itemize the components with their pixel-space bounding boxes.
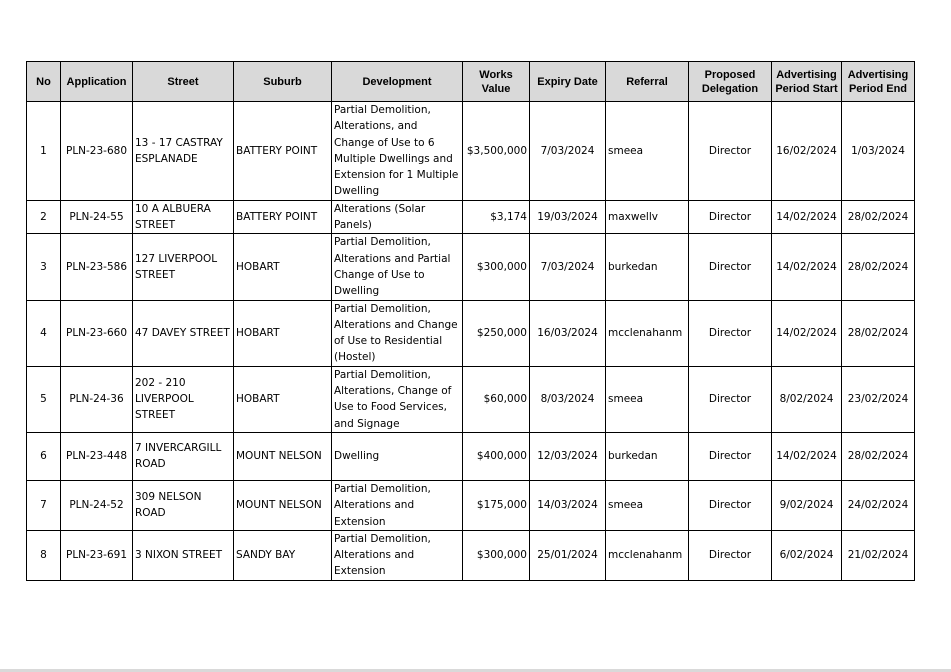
- cell-advertising-start: 6/02/2024: [772, 530, 842, 580]
- cell-delegation: Director: [689, 300, 772, 366]
- table-header: [27, 62, 915, 102]
- cell-works-value: $400,000: [463, 432, 530, 480]
- cell-no: 7: [27, 480, 61, 530]
- cell-development: Partial Demolition, Alterations and Change of Use to Residential (Hostel): [332, 300, 463, 366]
- table-row: [27, 102, 915, 201]
- cell-advertising-end: 28/02/2024: [842, 200, 915, 234]
- cell-expiry-date: 7/03/2024: [530, 234, 606, 300]
- cell-suburb: BATTERY POINT: [234, 102, 332, 201]
- cell-delegation: Director: [689, 480, 772, 530]
- cell-referral: burkedan: [606, 234, 689, 300]
- cell-development: Dwelling: [332, 432, 463, 480]
- header-application: Application: [61, 62, 133, 102]
- table-row: [27, 234, 915, 300]
- cell-works-value: $300,000: [463, 530, 530, 580]
- cell-advertising-start: 14/02/2024: [772, 200, 842, 234]
- cell-no: 4: [27, 300, 61, 366]
- cell-delegation: Director: [689, 200, 772, 234]
- header-proposed-delegation-line1: Proposed: [704, 68, 756, 81]
- cell-works-value: $250,000: [463, 300, 530, 366]
- cell-street: 47 DAVEY STREET: [133, 300, 234, 366]
- cell-advertising-start: 16/02/2024: [772, 102, 842, 201]
- cell-delegation: Director: [689, 530, 772, 580]
- cell-no: 2: [27, 200, 61, 234]
- cell-expiry-date: 14/03/2024: [530, 480, 606, 530]
- cell-development: Alterations (Solar Panels): [332, 200, 463, 234]
- cell-application: PLN-23-691: [61, 530, 133, 580]
- cell-advertising-start: 14/02/2024: [772, 432, 842, 480]
- cell-street: 202 - 210 LIVERPOOL STREET: [133, 366, 234, 432]
- cell-development: Partial Demolition, Alterations, Change of Use to Food Services, and Signage: [332, 366, 463, 432]
- cell-no: 5: [27, 366, 61, 432]
- cell-advertising-end: 28/02/2024: [842, 234, 915, 300]
- cell-advertising-start: 9/02/2024: [772, 480, 842, 530]
- cell-works-value: $3,500,000: [463, 102, 530, 201]
- header-advertising-start: [772, 62, 842, 102]
- cell-works-value: $60,000: [463, 366, 530, 432]
- cell-expiry-date: 16/03/2024: [530, 300, 606, 366]
- cell-referral: smeea: [606, 480, 689, 530]
- cell-street: 10 A ALBUERA STREET: [133, 200, 234, 234]
- cell-advertising-end: 28/02/2024: [842, 432, 915, 480]
- cell-street: 13 - 17 CASTRAY ESPLANADE: [133, 102, 234, 201]
- cell-development: Partial Demolition, Alterations and Extension: [332, 530, 463, 580]
- cell-advertising-end: 23/02/2024: [842, 366, 915, 432]
- cell-advertising-end: 28/02/2024: [842, 300, 915, 366]
- header-advertising-end-line1: Advertising: [847, 68, 909, 81]
- applications-table: [26, 61, 915, 581]
- header-works-value: [463, 62, 530, 102]
- table-row: [27, 300, 915, 366]
- cell-street: 3 NIXON STREET: [133, 530, 234, 580]
- cell-expiry-date: 8/03/2024: [530, 366, 606, 432]
- header-advertising-end-line2: Period End: [848, 82, 908, 95]
- cell-advertising-end: 24/02/2024: [842, 480, 915, 530]
- cell-delegation: Director: [689, 234, 772, 300]
- cell-referral: maxwellv: [606, 200, 689, 234]
- cell-no: 6: [27, 432, 61, 480]
- header-proposed-delegation-line2: Delegation: [701, 82, 759, 95]
- table-body: [27, 102, 915, 581]
- header-suburb: Suburb: [234, 62, 332, 102]
- cell-delegation: Director: [689, 432, 772, 480]
- header-works-value-line1: Works: [479, 68, 513, 81]
- cell-application: PLN-23-586: [61, 234, 133, 300]
- cell-suburb: HOBART: [234, 234, 332, 300]
- cell-referral: mcclenahanm: [606, 300, 689, 366]
- cell-works-value: $175,000: [463, 480, 530, 530]
- header-advertising-end: [842, 62, 915, 102]
- cell-suburb: MOUNT NELSON: [234, 432, 332, 480]
- table-row: [27, 366, 915, 432]
- header-advertising-start-line1: Advertising: [776, 68, 837, 81]
- table-row: [27, 480, 915, 530]
- cell-application: PLN-24-55: [61, 200, 133, 234]
- cell-suburb: SANDY BAY: [234, 530, 332, 580]
- cell-suburb: MOUNT NELSON: [234, 480, 332, 530]
- cell-suburb: BATTERY POINT: [234, 200, 332, 234]
- header-proposed-delegation: [689, 62, 772, 102]
- cell-street: 7 INVERCARGILL ROAD: [133, 432, 234, 480]
- header-referral: Referral: [606, 62, 689, 102]
- table-row: [27, 530, 915, 580]
- cell-development: Partial Demolition, Alterations and Extension: [332, 480, 463, 530]
- cell-street: 309 NELSON ROAD: [133, 480, 234, 530]
- header-expiry-date: Expiry Date: [530, 62, 606, 102]
- cell-works-value: $3,174: [463, 200, 530, 234]
- cell-advertising-start: 14/02/2024: [772, 300, 842, 366]
- cell-development: Partial Demolition, Alterations, and Change of Use to 6 Multiple Dwellings and Extension for 1 Multiple Dwelling: [332, 102, 463, 201]
- header-works-value-line2: Value: [481, 82, 511, 95]
- cell-advertising-start: 8/02/2024: [772, 366, 842, 432]
- cell-referral: smeea: [606, 102, 689, 201]
- cell-advertising-start: 14/02/2024: [772, 234, 842, 300]
- cell-advertising-end: 1/03/2024: [842, 102, 915, 201]
- cell-application: PLN-23-448: [61, 432, 133, 480]
- cell-expiry-date: 19/03/2024: [530, 200, 606, 234]
- cell-expiry-date: 7/03/2024: [530, 102, 606, 201]
- cell-application: PLN-23-680: [61, 102, 133, 201]
- cell-suburb: HOBART: [234, 300, 332, 366]
- cell-referral: smeea: [606, 366, 689, 432]
- header-street: Street: [133, 62, 234, 102]
- cell-works-value: $300,000: [463, 234, 530, 300]
- cell-referral: mcclenahanm: [606, 530, 689, 580]
- cell-application: PLN-23-660: [61, 300, 133, 366]
- cell-suburb: HOBART: [234, 366, 332, 432]
- header-no: No: [27, 62, 61, 102]
- header-advertising-start-line2: Period Start: [775, 82, 838, 95]
- table-row: [27, 432, 915, 480]
- header-development: Development: [332, 62, 463, 102]
- cell-no: 1: [27, 102, 61, 201]
- cell-application: PLN-24-52: [61, 480, 133, 530]
- cell-no: 8: [27, 530, 61, 580]
- cell-application: PLN-24-36: [61, 366, 133, 432]
- cell-street: 127 LIVERPOOL STREET: [133, 234, 234, 300]
- cell-delegation: Director: [689, 102, 772, 201]
- header-row: [27, 62, 915, 102]
- cell-referral: burkedan: [606, 432, 689, 480]
- cell-delegation: Director: [689, 366, 772, 432]
- cell-expiry-date: 12/03/2024: [530, 432, 606, 480]
- table-row: [27, 200, 915, 234]
- cell-expiry-date: 25/01/2024: [530, 530, 606, 580]
- cell-advertising-end: 21/02/2024: [842, 530, 915, 580]
- cell-no: 3: [27, 234, 61, 300]
- cell-development: Partial Demolition, Alterations and Partial Change of Use to Dwelling: [332, 234, 463, 300]
